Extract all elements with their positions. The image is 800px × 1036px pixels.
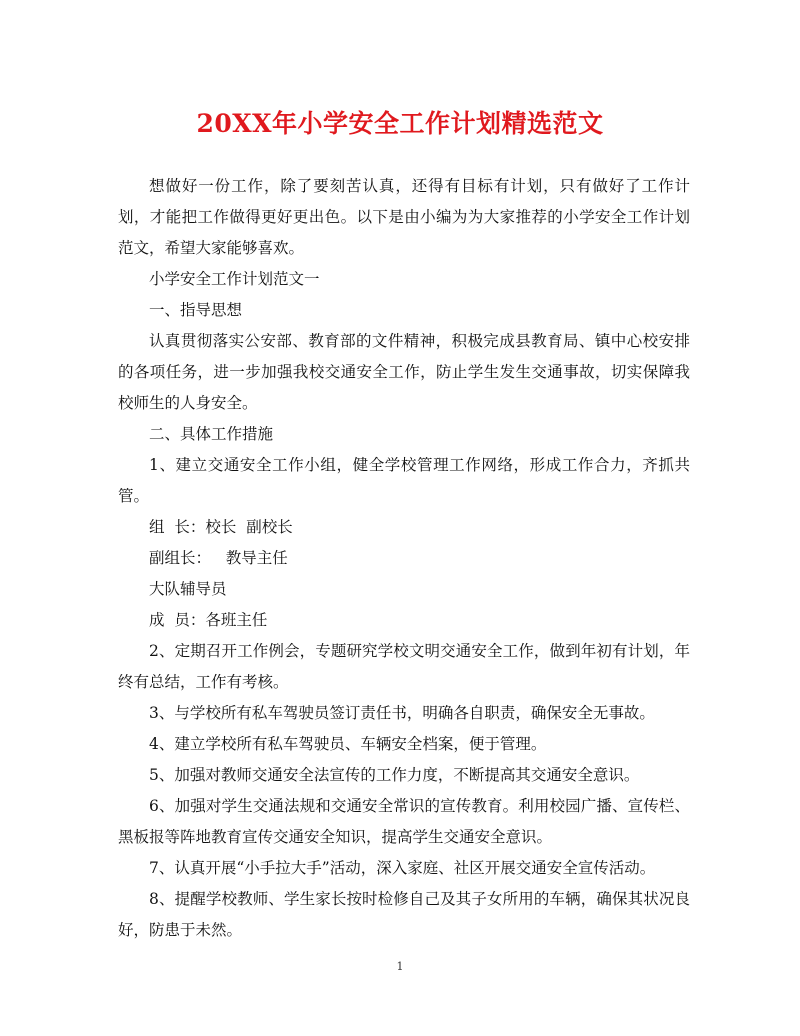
page-number: 1	[396, 960, 404, 973]
paragraph-measure-5: 5、加强对教师交通安全法宣传的工作力度，不断提高其交通安全意识。	[149, 766, 640, 784]
document-title: 20XX年小学安全工作计划精选范文	[196, 109, 604, 138]
paragraph-intro: 想做好一份工作，除了要刻苦认真，还得有目标有计划，只有做好了工作计划，才能把工作做得更好更出色。以下是由小编为为大家推荐的小学安全工作计划范文，希望大家能够喜欢。	[118, 177, 690, 257]
paragraph-section-heading: 小学安全工作计划范文一	[149, 270, 320, 288]
paragraph-measure-4: 4、建立学校所有私车驾驶员、车辆安全档案，便于管理。	[149, 735, 547, 753]
paragraph-measure-8: 8、提醒学校教师、学生家长按时检修自己及其子女所用的车辆，确保其状况良好，防患于未然。	[118, 890, 690, 939]
paragraph-counselor: 大队辅导员	[149, 580, 227, 598]
paragraph-heading-measures: 二、具体工作措施	[149, 425, 274, 443]
paragraph-members: 成 员：各班主任	[149, 611, 268, 629]
paragraph-measure-2: 2、定期召开工作例会，专题研究学校文明交通安全工作，做到年初有计划，年终有总结，工作有考核。	[118, 642, 690, 691]
paragraph-measure-7: 7、认真开展“小手拉大手”活动，深入家庭、社区开展交通安全宣传活动。	[149, 859, 656, 877]
paragraph-leader: 组 长：校长 副校长	[149, 518, 293, 536]
paragraph-measure-3: 3、与学校所有私车驾驶员签订责任书，明确各自职责，确保安全无事故。	[149, 704, 655, 722]
paragraph-deputy-leader: 副组长： 教导主任	[149, 549, 288, 567]
paragraph-measure-1: 1、建立交通安全工作小组，健全学校管理工作网络，形成工作合力，齐抓共管。	[118, 456, 690, 505]
document-body	[118, 171, 690, 946]
paragraph-measure-6: 6、加强对学生交通法规和交通安全常识的宣传教育。利用校园广播、宣传栏、黑板报等阵地教育宣传交通安全知识，提高学生交通安全意识。	[118, 797, 690, 846]
paragraph-heading-guiding-thought: 一、指导思想	[149, 301, 243, 319]
paragraph-guiding-thought: 认真贯彻落实公安部、教育部的文件精神，积极完成县教育局、镇中心校安排的各项任务，进一步加强我校交通安全工作，防止学生发生交通事故，切实保障我校师生的人身安全。	[118, 332, 690, 412]
